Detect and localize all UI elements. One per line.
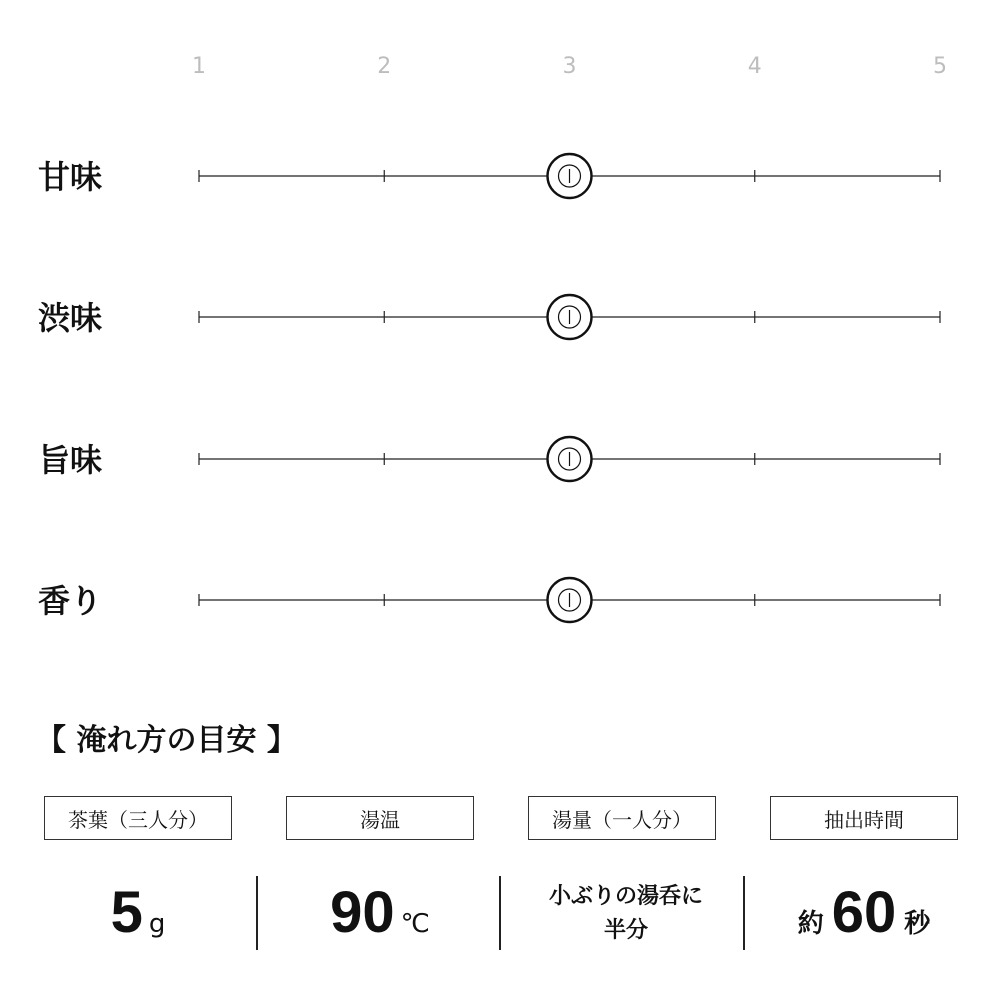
scale-tick-label: 2 [377,54,392,79]
water-temp-header: 湯温 [286,796,474,840]
water-amount-header: 湯量（一人分） [528,796,716,840]
water-amount-value [522,876,730,952]
water-temp-value [286,870,474,956]
tea-leaves-amount: 5 [110,880,143,945]
column-divider [256,876,258,950]
rating-marker [548,154,592,198]
rating-marker [548,295,592,339]
water-temp-number: 90 [330,880,395,945]
scale-tick-label: 4 [747,54,762,79]
column-divider [499,876,501,950]
steep-time-value [770,870,958,956]
rating-marker [548,437,592,481]
tea-leaves-unit: g [148,909,166,939]
tea-leaves-header: 茶葉（三人分） [44,796,232,840]
tea-leaves-value [44,870,232,956]
steep-time-prefix: 約 [797,909,824,939]
taste-row-label: 渋味 [38,299,103,337]
scale-tick-label: 5 [933,54,947,79]
water-amount-note-line2: 半分 [603,918,648,943]
taste-row-label: 香り [38,582,103,620]
taste-row-label: 旨味 [38,441,103,479]
scale-tick-label: 3 [562,54,577,79]
scale-tick-label: 1 [192,54,206,79]
water-amount-note-line1: 小ぶりの湯呑に [548,884,703,909]
steep-time-number: 60 [831,880,897,945]
column-divider [743,876,745,950]
brewing-guide-title: 【 淹れ方の目安 】 [36,723,297,758]
steep-time-header: 抽出時間 [770,796,958,840]
steep-time-suffix: 秒 [904,909,931,939]
taste-row-label: 甘味 [38,158,103,196]
water-temp-unit: ℃ [400,909,430,939]
rating-marker [548,578,592,622]
